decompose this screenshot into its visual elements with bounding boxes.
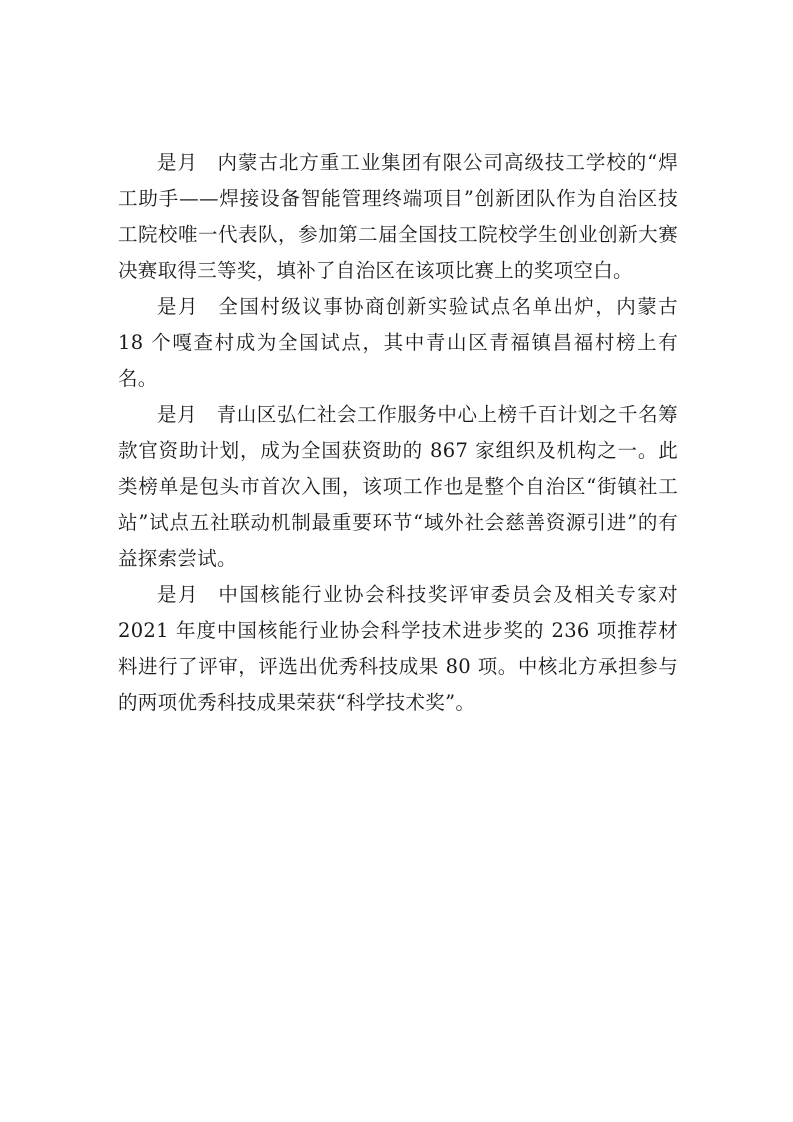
chronicle-entry-1 [118, 145, 678, 289]
chronicle-entry-4 [118, 577, 678, 721]
entry-date: 是月 [157, 583, 199, 606]
entry-date: 是月 [157, 295, 199, 318]
chronicle-entry-2 [118, 289, 678, 397]
chronicle-content [118, 145, 678, 721]
entry-text: 中国核能行业协会科技奖评审委员会及相关专家对 2021 年度中国核能行业协会科学技术进步奖的 236 项推荐材料进行了评审，评选出优秀科技成果 80 项。中核北方承担参与的两项优秀科技成果荣获“科学技术奖”。 [118, 583, 678, 714]
chronicle-entry-3 [118, 397, 678, 577]
entry-text: 青山区弘仁社会工作服务中心上榜千百计划之千名筹款官资助计划，成为全国获资助的 867 家组织及机构之一。此类榜单是包头市首次入围，该项工作也是整个自治区“街镇社工站”试点五社联动机制最重要环节“域外社会慈善资源引进”的有益探索尝试。 [118, 403, 678, 570]
entry-text: 全国村级议事协商创新实验试点名单出炉，内蒙古 18 个嘎查村成为全国试点，其中青山区青福镇昌福村榜上有名。 [118, 295, 678, 390]
entry-date: 是月 [157, 403, 198, 426]
entry-text: 内蒙古北方重工业集团有限公司高级技工学校的“焊工助手——焊接设备智能管理终端项目”创新团队作为自治区技工院校唯一代表队，参加第二届全国技工院校学生创业创新大赛决赛取得三等奖，填补了自治区在该项比赛上的奖项空白。 [118, 151, 678, 282]
entry-date: 是月 [157, 151, 198, 174]
